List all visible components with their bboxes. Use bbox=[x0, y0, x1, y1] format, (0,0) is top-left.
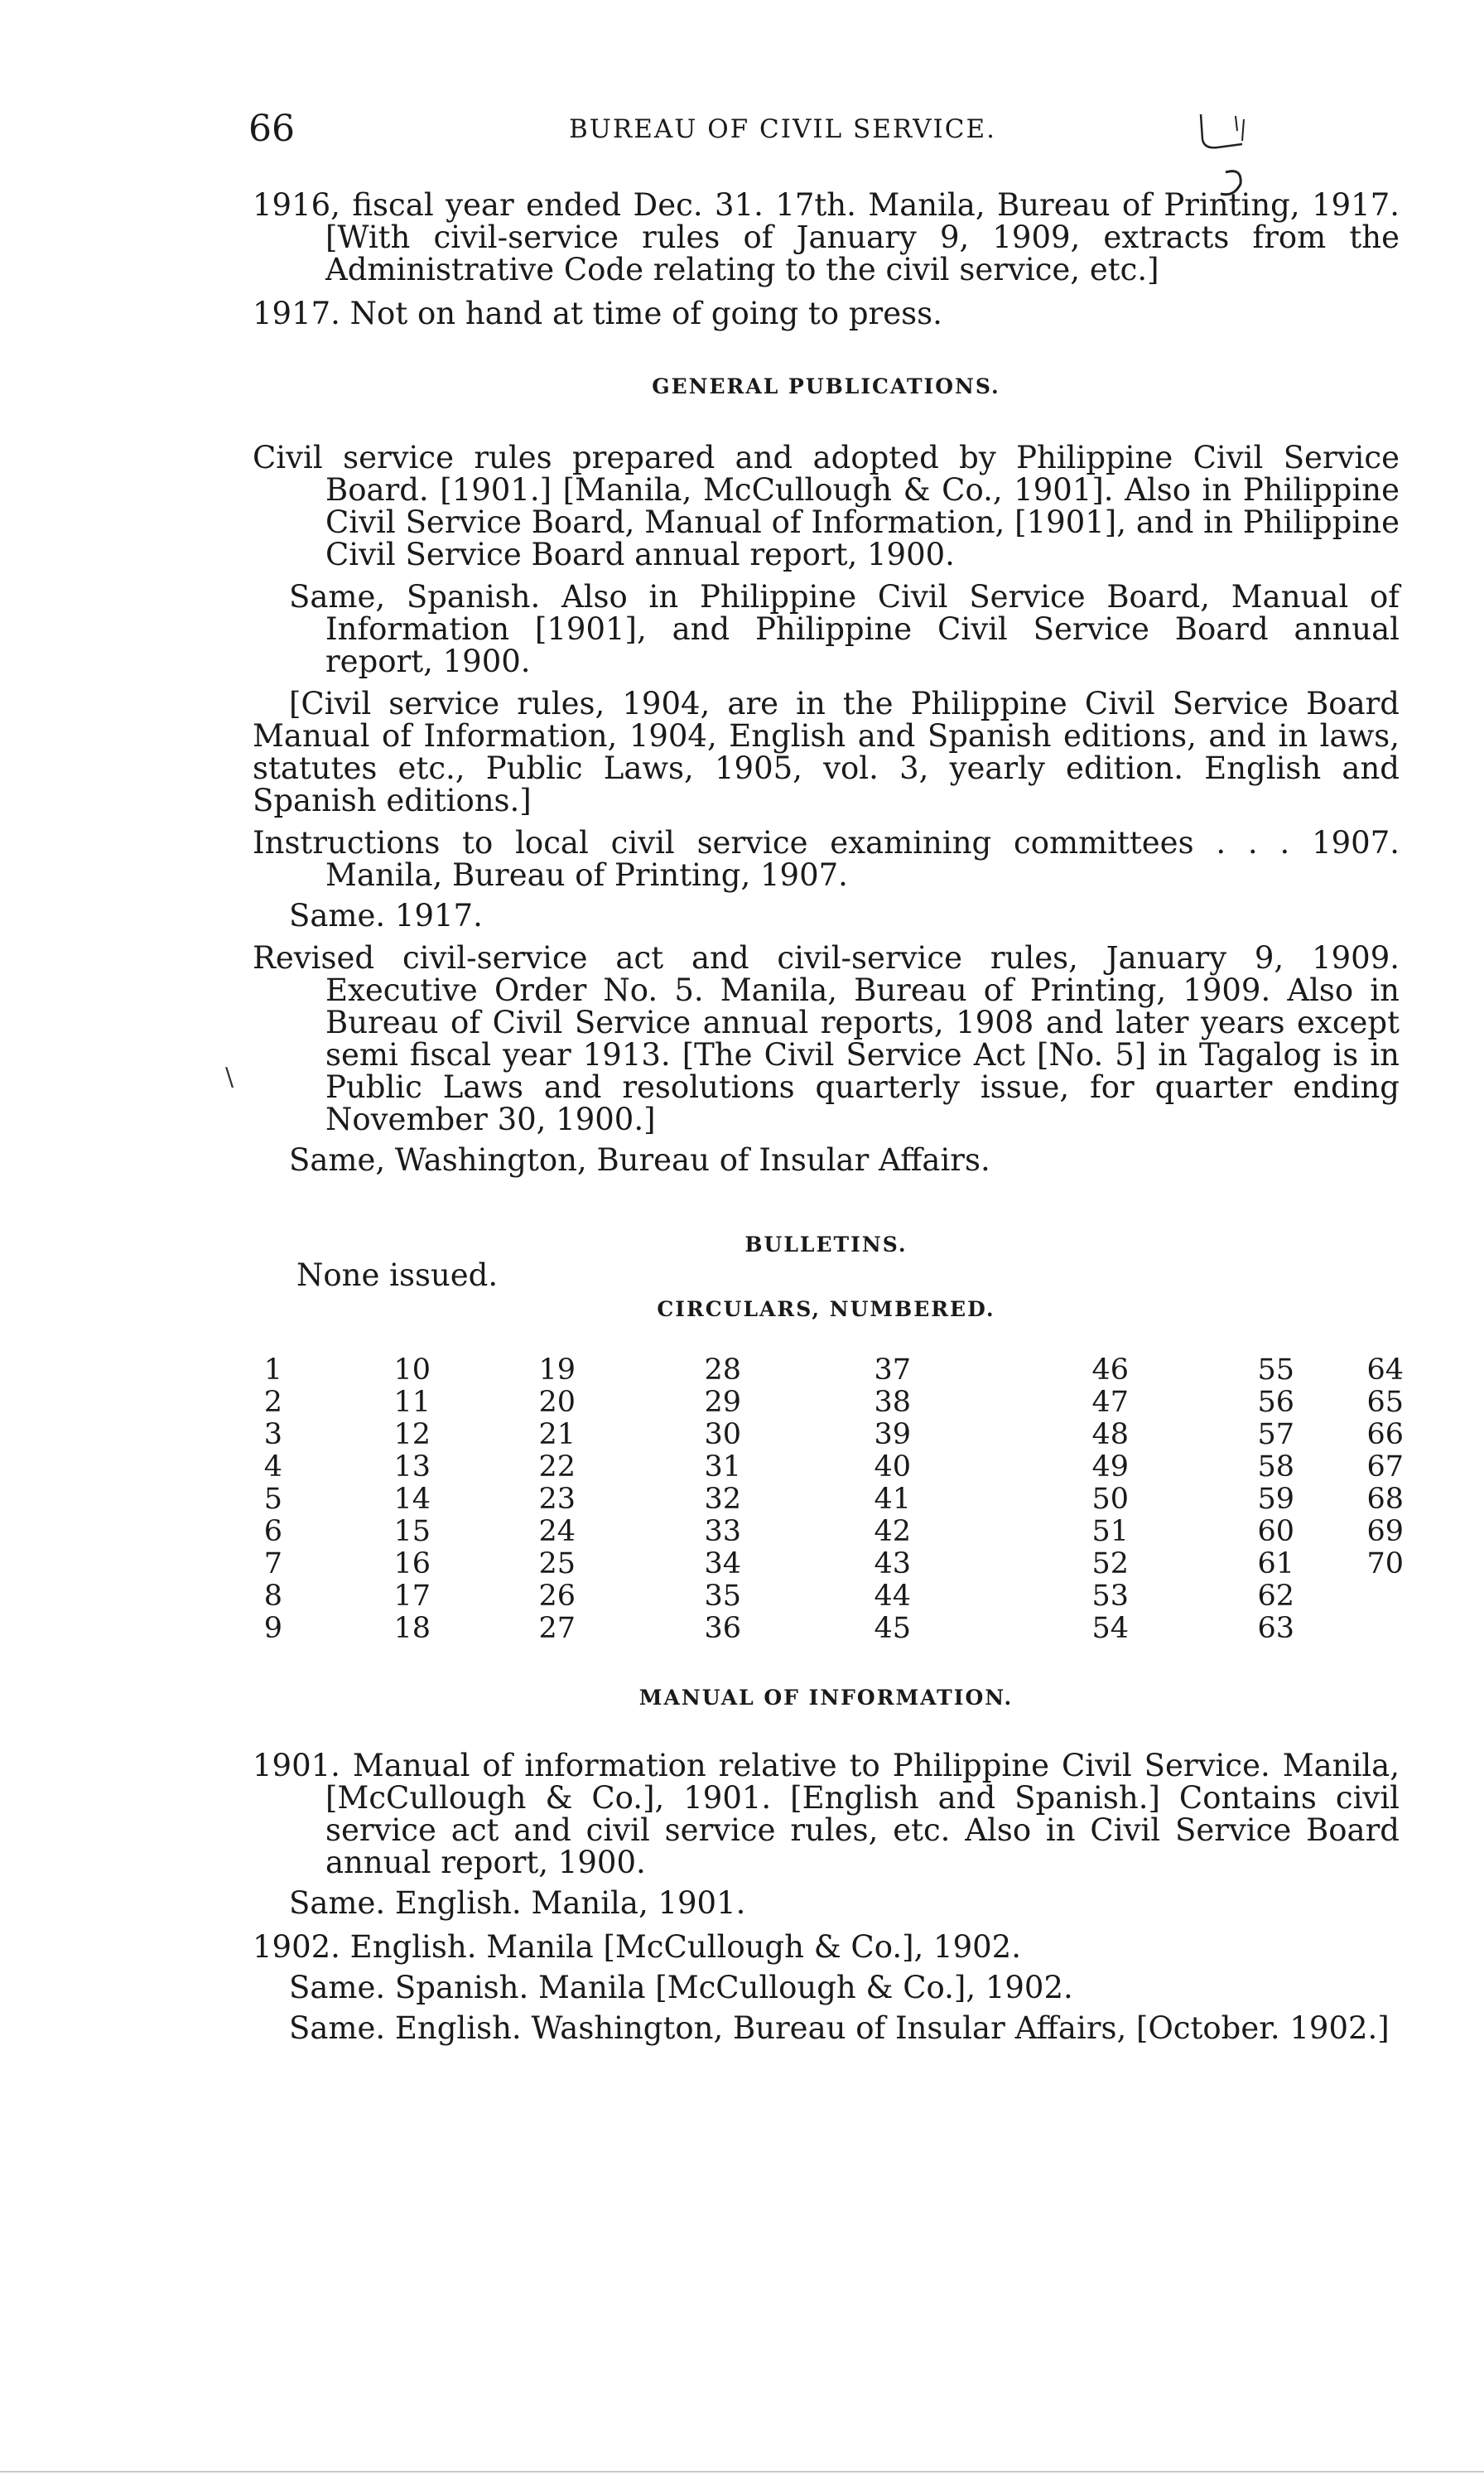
circular-number: 53 bbox=[1091, 1580, 1129, 1613]
circular-number: 13 bbox=[393, 1450, 431, 1484]
circular-number: 22 bbox=[538, 1450, 576, 1484]
circular-number: 12 bbox=[393, 1418, 431, 1451]
circular-number: 7 bbox=[263, 1547, 282, 1580]
circular-number: 2 bbox=[263, 1386, 282, 1419]
circular-number: 63 bbox=[1257, 1612, 1294, 1645]
manual-1901-english: Same. English. Manila, 1901. bbox=[289, 1885, 746, 1921]
circular-number: 23 bbox=[538, 1483, 576, 1516]
circular-number: 1 bbox=[263, 1353, 282, 1387]
circular-number: 47 bbox=[1091, 1386, 1129, 1419]
circular-number: 18 bbox=[393, 1612, 431, 1645]
circular-number: 32 bbox=[704, 1483, 741, 1516]
margin-mark: \ bbox=[225, 1063, 234, 1092]
circular-number: 39 bbox=[874, 1418, 911, 1451]
circular-number: 68 bbox=[1366, 1483, 1404, 1516]
bulletins-heading: BULLETINS. bbox=[744, 1233, 908, 1257]
circular-number: 35 bbox=[704, 1580, 741, 1613]
circular-number: 49 bbox=[1091, 1450, 1129, 1484]
circular-number: 15 bbox=[393, 1515, 431, 1548]
top-entries bbox=[253, 189, 1400, 330]
circular-number: 67 bbox=[1366, 1450, 1404, 1484]
circulars-column-5 bbox=[836, 1354, 911, 1645]
circular-number: 5 bbox=[263, 1483, 282, 1516]
entry-1917: 1917. Not on hand at time of going to press. bbox=[253, 296, 942, 331]
manual-1902-spanish: Same. Spanish. Manila [McCullough & Co.], 1902. bbox=[289, 1970, 1073, 2005]
circular-number: 33 bbox=[704, 1515, 741, 1548]
circular-number: 58 bbox=[1257, 1450, 1294, 1484]
circular-number: 51 bbox=[1091, 1515, 1129, 1548]
circulars-column-8 bbox=[1337, 1354, 1404, 1580]
circular-number: 50 bbox=[1091, 1483, 1129, 1516]
manual-1902-entry: 1902. English. Manila [McCullough & Co.], 1902. bbox=[253, 1929, 1021, 1965]
instructions-same: Same. 1917. bbox=[289, 898, 483, 934]
circulars-heading: CIRCULARS, NUMBERED. bbox=[657, 1297, 995, 1321]
page-header bbox=[248, 108, 1391, 157]
circular-number: 43 bbox=[874, 1547, 911, 1580]
circular-number: 54 bbox=[1091, 1612, 1129, 1645]
circulars-column-3 bbox=[501, 1354, 576, 1645]
circular-number: 28 bbox=[704, 1353, 741, 1387]
general-publications-heading: GENERAL PUBLICATIONS. bbox=[652, 374, 1000, 398]
circular-number: 25 bbox=[538, 1547, 576, 1580]
circular-number: 40 bbox=[874, 1450, 911, 1484]
circular-number: 59 bbox=[1257, 1483, 1294, 1516]
circular-number: 66 bbox=[1366, 1418, 1404, 1451]
circular-number: 3 bbox=[263, 1418, 282, 1451]
circulars-column-6 bbox=[1081, 1354, 1129, 1645]
circular-number: 65 bbox=[1366, 1386, 1404, 1419]
circular-number: 60 bbox=[1257, 1515, 1294, 1548]
entry-1916: 1916, fiscal year ended Dec. 31. 17th. Manila, Bureau of Printing, 1917. [With civil-service rules of January 9, 1909, extracts from the Administrative Code relating to the civil service, etc.] bbox=[253, 187, 1400, 287]
circular-number: 56 bbox=[1257, 1386, 1294, 1419]
circular-number: 21 bbox=[538, 1418, 576, 1451]
circular-number: 8 bbox=[263, 1580, 282, 1613]
circular-number: 31 bbox=[704, 1450, 741, 1484]
civil-service-rules-1904-note: [Civil service rules, 1904, are in the Philippine Civil Service Board Manual of Information, 1904, English and Spanish editions, and in laws, statutes etc., Public Laws, 1905, vol. 3, yearly edition. English and Spanish editions.] bbox=[253, 686, 1400, 818]
revised-act-washington: Same, Washington, Bureau of Insular Affairs. bbox=[289, 1142, 990, 1178]
manual-heading: MANUAL OF INFORMATION. bbox=[638, 1686, 1014, 1710]
manual-entries bbox=[253, 1749, 1400, 2044]
circular-number: 37 bbox=[874, 1353, 911, 1387]
bulletins-none-issued: None issued. bbox=[296, 1257, 499, 1293]
circular-number: 11 bbox=[393, 1386, 431, 1419]
circular-number: 29 bbox=[704, 1386, 741, 1419]
manual-1902-washington: Same. English. Washington, Bureau of Insular Affairs, [October. 1902.] bbox=[289, 2010, 1390, 2046]
civil-service-rules-spanish: Same, Spanish. Also in Philippine Civil Service Board, Manual of Information [1901], and Philippine Civil Service Board annual report, 1900. bbox=[289, 579, 1400, 679]
revised-act-entry: Revised civil-service act and civil-service rules, January 9, 1909. Executive Order No. 5. Manila, Bureau of Printing, 1909. Also in Bureau of Civil Service annual reports, 1908 and later years except semi fiscal year 1913. [The Civil Service Act [No. 5] in Tagalog is in Public Laws and resolutions quarterly issue, for quarter ending November 30, 1900.] bbox=[253, 940, 1400, 1137]
circulars-column-4 bbox=[667, 1354, 741, 1645]
circular-number: 55 bbox=[1257, 1353, 1294, 1387]
circulars-column-2 bbox=[356, 1354, 431, 1645]
circular-number: 9 bbox=[263, 1612, 282, 1645]
circular-number: 69 bbox=[1366, 1515, 1404, 1548]
circular-number: 52 bbox=[1091, 1547, 1129, 1580]
general-publications-entries bbox=[253, 441, 1400, 1176]
circular-number: 34 bbox=[704, 1547, 741, 1580]
running-head: BUREAU OF CIVIL SERVICE. bbox=[569, 114, 996, 144]
circular-number: 17 bbox=[393, 1580, 431, 1613]
manual-1901-entry: 1901. Manual of information relative to Philippine Civil Service. Manila, [McCullough & Co.], 1901. [English and Spanish.] Contains civil service act and civil service rules, etc. Also in Civil Service Board annual report, 1900. bbox=[253, 1748, 1400, 1880]
circular-number: 10 bbox=[393, 1353, 431, 1387]
circular-number: 41 bbox=[874, 1483, 911, 1516]
circular-number: 64 bbox=[1366, 1353, 1404, 1387]
instructions-entry: Instructions to local civil service examining committees . . . 1907. Manila, Bureau of Printing, 1907. bbox=[253, 825, 1400, 893]
circular-number: 46 bbox=[1091, 1353, 1129, 1387]
circular-number: 45 bbox=[874, 1612, 911, 1645]
circular-number: 6 bbox=[263, 1515, 282, 1548]
circular-number: 44 bbox=[874, 1580, 911, 1613]
circular-number: 38 bbox=[874, 1386, 911, 1419]
circular-number: 61 bbox=[1257, 1547, 1294, 1580]
circular-number: 57 bbox=[1257, 1418, 1294, 1451]
circular-number: 4 bbox=[263, 1450, 282, 1484]
page-number: 66 bbox=[248, 108, 295, 150]
circular-number: 27 bbox=[538, 1612, 576, 1645]
circular-number: 42 bbox=[874, 1515, 911, 1548]
circulars-column-1 bbox=[253, 1354, 282, 1645]
circular-number: 24 bbox=[538, 1515, 576, 1548]
circular-number: 30 bbox=[704, 1418, 741, 1451]
page-edge-rule bbox=[0, 2471, 1484, 2473]
civil-service-rules-entry: Civil service rules prepared and adopted by Philippine Civil Service Board. [1901.] [Manila, McCullough & Co., 1901]. Also in Philippine Civil Service Board, Manual of Information, [1901], and in Philippine Civil Service Board annual report, 1900. bbox=[253, 440, 1400, 572]
circular-number: 16 bbox=[393, 1547, 431, 1580]
circular-number: 70 bbox=[1366, 1547, 1404, 1580]
circular-number: 20 bbox=[538, 1386, 576, 1419]
circular-number: 36 bbox=[704, 1612, 741, 1645]
circular-number: 26 bbox=[538, 1580, 576, 1613]
circulars-column-7 bbox=[1246, 1354, 1294, 1645]
circular-number: 19 bbox=[538, 1353, 576, 1387]
circular-number: 14 bbox=[393, 1483, 431, 1516]
circular-number: 62 bbox=[1257, 1580, 1294, 1613]
circular-number: 48 bbox=[1091, 1418, 1129, 1451]
